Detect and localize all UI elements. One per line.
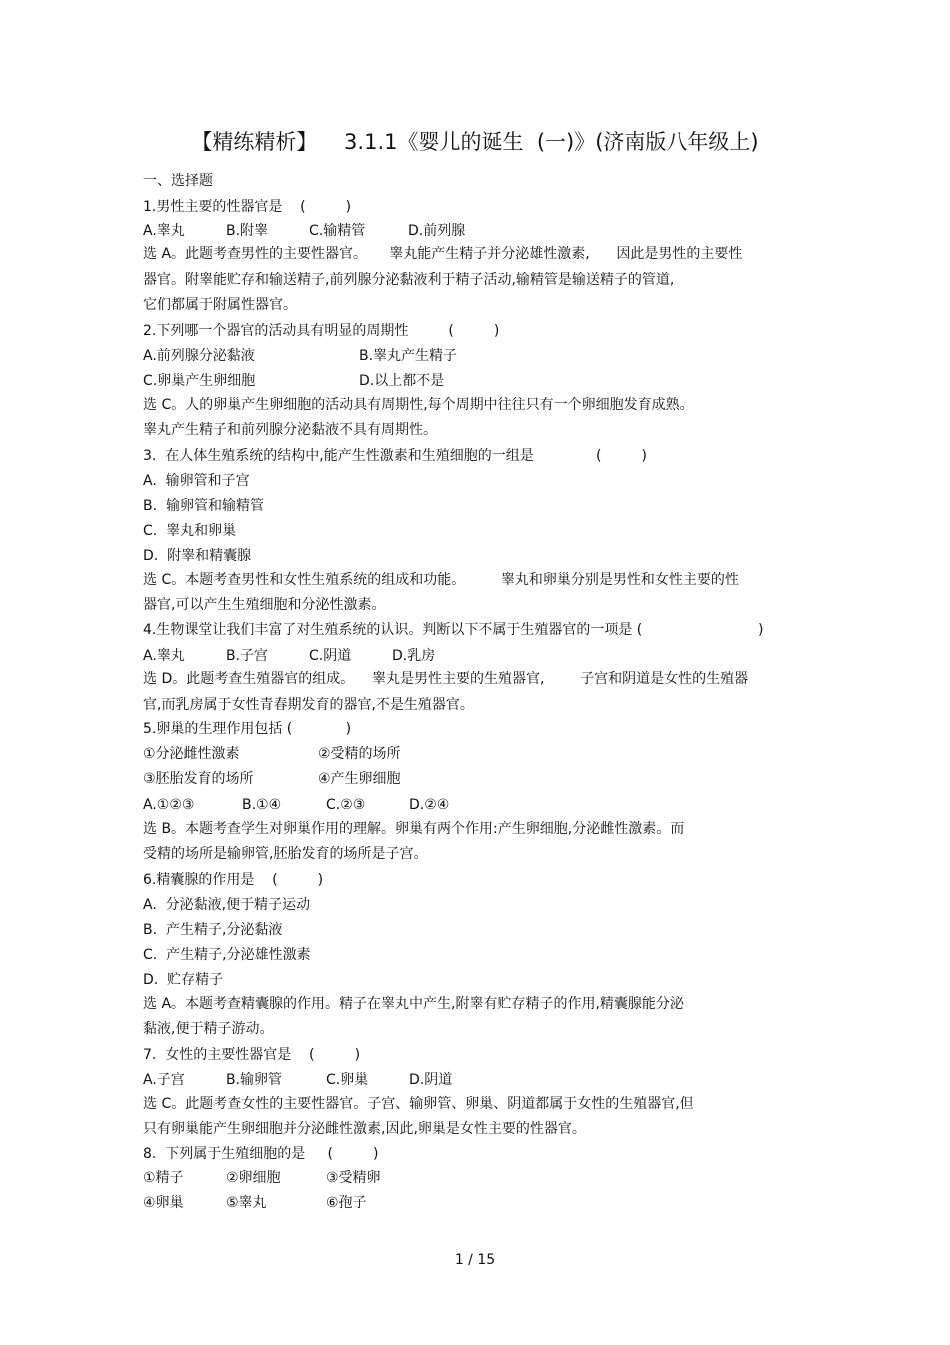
q1-option-c: C.输精管 [309,223,366,239]
q6-option-a: A. 分泌黏液,便于精子运动 [143,897,311,913]
q7-option-d: D.阴道 [409,1072,453,1088]
q5-item: ②受精的场所 [318,746,401,762]
q3-answer-line: 器官,可以产生生殖细胞和分泌性激素。 [143,597,386,613]
q2-option-a: A.前列腺分泌黏液 [143,348,255,364]
q1-answer-line: 它们都属于附属性器官。 [143,297,297,313]
question-5-stem: 5.卵巢的生理作用包括 ( ) [143,721,352,737]
question-4-stem: 4.生物课堂让我们丰富了对生殖系统的认识。判断以下不属于生殖器官的一项是 ( ) [143,622,764,638]
q5-option-d: D.②④ [409,797,450,813]
q3-option-c: C. 睾丸和卵巢 [143,523,237,539]
q1-answer-line: 器官。附睾能贮存和输送精子,前列腺分泌黏液利于精子活动,输精管是输送精子的管道, [143,272,675,288]
q5-item: ①分泌雌性激素 [143,746,240,762]
page-title: 【精练精析】 3.1.1《婴儿的诞生 (一)》(济南版八年级上) [191,130,759,154]
q4-option-c: C.阴道 [309,648,352,664]
q8-item: ③受精卵 [326,1170,381,1186]
q3-option-d: D. 附睾和精囊腺 [143,548,252,564]
q3-answer-line: 选 C。本题考查男性和女性生殖系统的组成和功能。 睾丸和卵巢分别是男性和女性主要的性 [143,572,739,588]
q7-answer-line: 只有卵巢能产生卵细胞并分泌雌性激素,因此,卵巢是女性主要的性器官。 [143,1121,586,1137]
q4-option-b: B.子宫 [226,648,269,664]
q6-answer-line: 选 A。本题考查精囊腺的作用。精子在睾丸中产生,附睾有贮存精子的作用,精囊腺能分泌 [143,996,684,1012]
q5-answer-line: 选 B。本题考查学生对卵巢作用的理解。卵巢有两个作用:产生卵细胞,分泌雌性激素。而 [143,821,685,837]
q1-option-b: B.附睾 [226,223,269,239]
question-1-stem: 1.男性主要的性器官是 ( ) [143,199,352,215]
q4-option-d: D.乳房 [392,648,436,664]
question-3-stem: 3. 在人体生殖系统的结构中,能产生性激素和生殖细胞的一组是 ( ) [143,448,647,464]
page-number: 1 / 15 [454,1252,496,1268]
q7-answer-line: 选 C。此题考查女性的主要性器官。子宫、输卵管、卵巢、阴道都属于女性的生殖器官,但 [143,1096,694,1112]
q3-option-b: B. 输卵管和输精管 [143,498,264,514]
q6-option-c: C. 产生精子,分泌雄性激素 [143,947,311,963]
q8-item: ②卵细胞 [226,1170,281,1186]
q2-option-b: B.睾丸产生精子 [359,348,458,364]
q5-answer-line: 受精的场所是输卵管,胚胎发育的场所是子宫。 [143,846,428,862]
q4-answer-line: 选 D。此题考查生殖器官的组成。 睾丸是男性主要的生殖器官, 子宫和阴道是女性的生殖器 [143,671,749,687]
question-8-stem: 8. 下列属于生殖细胞的是 ( ) [143,1146,379,1162]
q8-item: ⑥孢子 [326,1195,367,1211]
q8-item: ④卵巢 [143,1195,184,1211]
question-6-stem: 6.精囊腺的作用是 ( ) [143,872,324,888]
q4-option-a: A.睾丸 [143,648,185,664]
q5-item: ④产生卵细胞 [318,771,401,787]
q7-option-c: C.卵巢 [326,1072,369,1088]
question-7-stem: 7. 女性的主要性器官是 ( ) [143,1047,361,1063]
q6-option-b: B. 产生精子,分泌黏液 [143,922,283,938]
q2-answer-line: 选 C。人的卵巢产生卵细胞的活动具有周期性,每个周期中往往只有一个卵细胞发育成熟。 [143,397,694,413]
q8-item: ⑤睾丸 [226,1195,267,1211]
q6-answer-line: 黏液,便于精子游动。 [143,1021,274,1037]
q3-option-a: A. 输卵管和子宫 [143,473,250,489]
section-heading: 一、选择题 [143,173,213,189]
q1-option-d: D.前列腺 [408,223,466,239]
q5-item: ③胚胎发育的场所 [143,771,254,787]
question-2-stem: 2.下列哪一个器官的活动具有明显的周期性 ( ) [143,323,500,339]
q6-option-d: D. 贮存精子 [143,972,224,988]
q2-option-d: D.以上都不是 [359,373,445,389]
q7-option-b: B.输卵管 [226,1072,283,1088]
q2-option-c: C.卵巢产生卵细胞 [143,373,256,389]
q4-answer-line: 官,而乳房属于女性青春期发育的器官,不是生殖器官。 [143,697,474,713]
q5-option-c: C.②③ [326,797,366,813]
q2-answer-line: 睾丸产生精子和前列腺分泌黏液不具有周期性。 [143,422,437,438]
q8-item: ①精子 [143,1170,184,1186]
q1-answer-line: 选 A。此题考查男性的主要性器官。 睾丸能产生精子并分泌雄性激素, 因此是男性的主要性 [143,246,743,262]
q5-option-b: B.①④ [242,797,282,813]
q7-option-a: A.子宫 [143,1072,185,1088]
q1-option-a: A.睾丸 [143,223,185,239]
q5-option-a: A.①②③ [143,797,195,813]
